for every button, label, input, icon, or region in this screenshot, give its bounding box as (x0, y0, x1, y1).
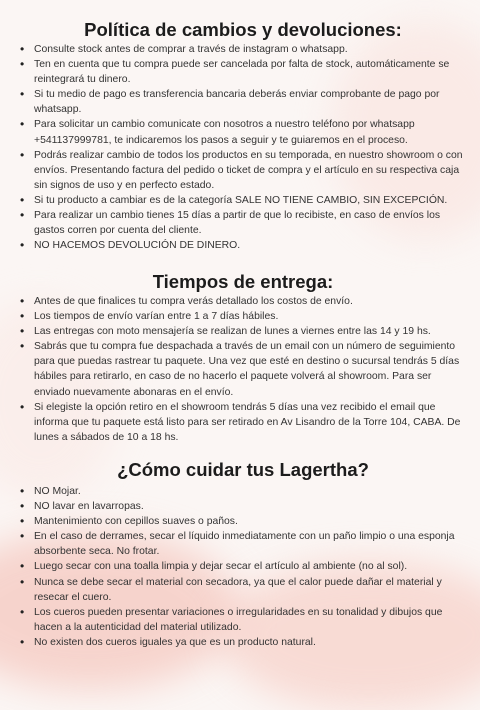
list-item: • Ten en cuenta que tu compra puede ser cancelada por falta de stock, automáticamente se reintegrará tu dinero. (20, 57, 466, 87)
list-item: • En el caso de derrames, secar el líquido inmediatamente con un paño limpio o una esponja absorbente seca. No frotar. (20, 529, 466, 559)
list-item: • Los cueros pueden presentar variaciones o irregularidades en su tonalidad y dibujos que hacen a la autenticidad del material utilizado. (20, 605, 466, 635)
list-item: • Para realizar un cambio tienes 15 días a partir de que lo recibiste, en caso de envíos los gastos corren por cuenta del cliente. (20, 208, 466, 238)
list-item: • Las entregas con moto mensajería se realizan de lunes a viernes entre las 14 y 19 hs. (20, 324, 466, 339)
section-policy (20, 19, 466, 253)
section-title: Política de cambios y devoluciones: (84, 19, 402, 40)
list-item: • NO HACEMOS DEVOLUCIÓN DE DINERO. (20, 238, 466, 253)
list-item: • NO lavar en lavarropas. (20, 499, 466, 514)
policy-list (20, 42, 466, 253)
list-item: • Podrás realizar cambio de todos los productos en su temporada, en nuestro showroom o con envíos. Presentando factura del pedido o ticket de compra y el artículo en su respectiva caja sin signos de uso y en perfecto estado. (20, 148, 466, 193)
section-care (20, 459, 466, 650)
list-item: • Consulte stock antes de comprar a través de instagram o whatsapp. (20, 42, 466, 57)
list-item: • Mantenimiento con cepillos suaves o paños. (20, 514, 466, 529)
list-item: • Sabrás que tu compra fue despachada a través de un email con un número de seguimiento para que puedas rastrear tu paquete. Una vez que esté en destino o sucursal tendrás 5 días hábiles para retirarlo, en caso de no hacerlo el paquete volverá al showroom. Para ser enviado nuevamente abonaras en el envío. (20, 339, 466, 399)
list-item: • NO Mojar. (20, 484, 466, 499)
list-item: • Si tu medio de pago es transferencia bancaria deberás enviar comprobante de pago por whatsapp. (20, 87, 466, 117)
list-item: • No existen dos cueros iguales ya que es un producto natural. (20, 635, 466, 650)
list-item: • Los tiempos de envío varían entre 1 a 7 días hábiles. (20, 309, 466, 324)
list-item: • Para solicitar un cambio comunicate con nosotros a nuestro teléfono por whatsapp +541137999781, te indicaremos los pasos a seguir y te guiaremos en el proceso. (20, 117, 466, 147)
list-item: • Antes de que finalices tu compra verás detallado los costos de envío. (20, 294, 466, 309)
list-item: • Si tu producto a cambiar es de la categoría SALE NO TIENE CAMBIO, SIN EXCEPCIÓN. (20, 193, 466, 208)
list-item: • Nunca se debe secar el material con secadora, ya que el calor puede dañar el material y resecar el cuero. (20, 575, 466, 605)
section-title: ¿Cómo cuidar tus Lagertha? (117, 459, 369, 480)
list-item: • Luego secar con una toalla limpia y dejar secar el artículo al ambiente (no al sol). (20, 559, 466, 574)
section-delivery (20, 271, 466, 445)
delivery-list (20, 294, 466, 445)
list-item: • Si elegiste la opción retiro en el showroom tendrás 5 días una vez recibido el email que informa que tu paquete está listo para ser retirado en Av Lisandro de la Torre 104, CABA. De lunes a sábados de 10 a 18 hs. (20, 400, 466, 445)
section-title: Tiempos de entrega: (152, 271, 334, 292)
care-list (20, 484, 466, 650)
